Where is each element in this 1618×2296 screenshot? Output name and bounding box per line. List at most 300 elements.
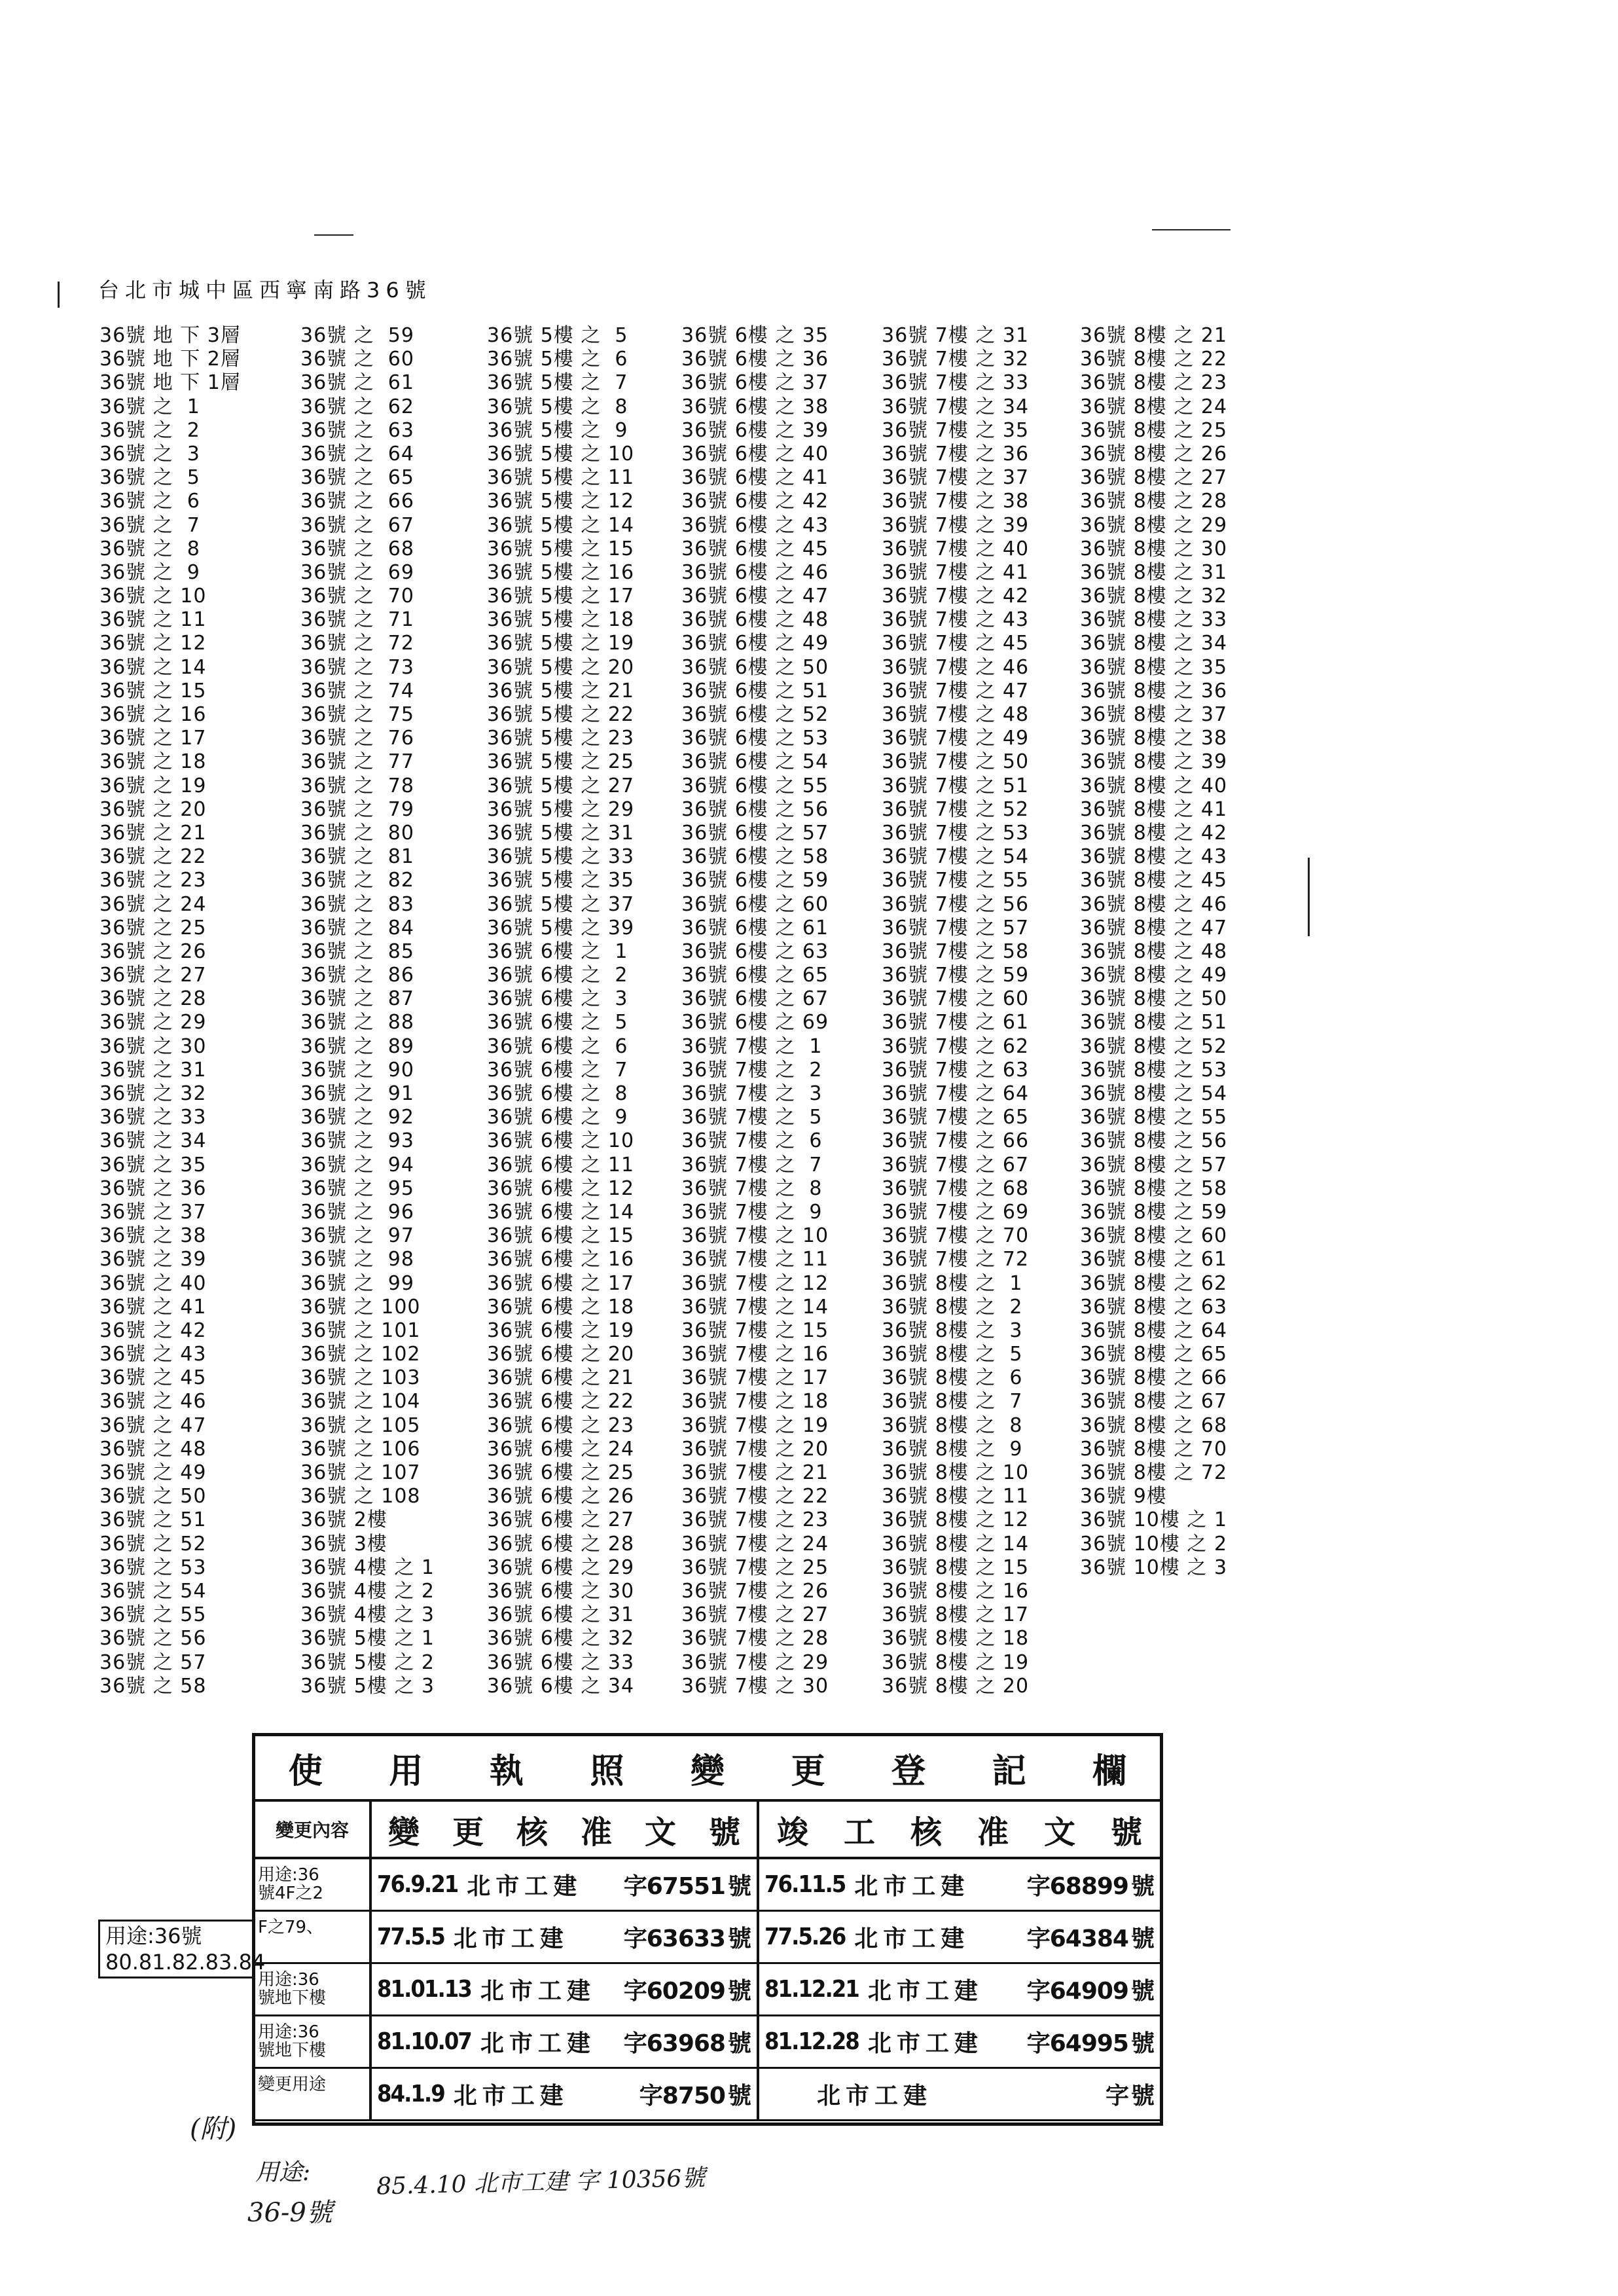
- header-char: 號: [708, 1813, 740, 1851]
- address-entry: 36號 之 3: [99, 442, 200, 465]
- address-entry: 36號 7樓 之 32: [882, 348, 1030, 371]
- address-entry: 36號 8樓 之 18: [882, 1627, 1030, 1650]
- address-entry: 36號 7樓 之 14: [681, 1295, 829, 1319]
- address-entry: 36號 7樓 之 63: [882, 1058, 1030, 1082]
- address-entry: 36號 之 15: [99, 679, 207, 702]
- address-entry: 36號 之 10: [99, 585, 207, 608]
- change-dept: 北市工建: [467, 1873, 583, 1900]
- address-entry: 36號 6樓 之 57: [681, 821, 829, 845]
- address-entry: 36號 7樓 之 30: [681, 1674, 829, 1698]
- address-entry: 36號 5樓 之 19: [487, 632, 635, 655]
- address-entry: 36號 7樓 之 8: [681, 1176, 823, 1200]
- address-entry: 36號 6樓 之 54: [681, 750, 829, 774]
- address-entry: 36號 8樓 之 55: [1080, 1106, 1228, 1129]
- address-entry: 36號 7樓 之 23: [681, 1508, 829, 1532]
- address-entry: 36號 6樓 之 42: [681, 490, 829, 513]
- address-entry: 36號 之 46: [99, 1390, 207, 1413]
- row-completion-approval: [759, 1912, 1160, 1962]
- address-entry: 36號 之 35: [99, 1153, 207, 1176]
- address-entry: 36號 5樓 之 8: [487, 395, 628, 418]
- address-entry: 36號 之 60: [300, 348, 414, 371]
- address-entry: 36號 之 2: [99, 418, 200, 442]
- address-entry: 36號 8樓 之 17: [882, 1603, 1030, 1627]
- address-entry: 36號 8樓 之 70: [1080, 1437, 1228, 1461]
- page-title: 台北市城中區西寧南路36號: [98, 278, 432, 302]
- address-entry: 36號 5樓 之 20: [487, 655, 635, 679]
- address-entry: 36號 5樓 之 17: [487, 585, 635, 608]
- address-entry: 36號 6樓 之 3: [487, 987, 628, 1011]
- address-entry: 36號 5樓 之 35: [487, 869, 635, 892]
- address-entry: 36號 6樓 之 5: [487, 1011, 628, 1034]
- address-entry: 36號 6樓 之 20: [487, 1343, 635, 1366]
- table-title-char: 執: [489, 1751, 524, 1791]
- address-entry: 36號 10樓 之 1: [1080, 1508, 1228, 1532]
- address-entry: 36號 6樓 之 69: [681, 1011, 829, 1034]
- address-entry: 36號 8樓 之 8: [882, 1413, 1023, 1437]
- address-entry: 36號 8樓 之 53: [1080, 1058, 1228, 1082]
- row-change-content: 變更用途: [255, 2069, 372, 2119]
- address-entry: 36號 7樓 之 72: [882, 1248, 1030, 1271]
- address-entry: 36號 之 82: [300, 869, 414, 892]
- scan-artifact-right-line: [1308, 858, 1310, 936]
- header-char: 工: [843, 1813, 875, 1851]
- address-entry: 36號 7樓 之 22: [681, 1485, 829, 1508]
- address-entry: 36號 6樓 之 52: [681, 703, 829, 726]
- address-entry: 36號 之 93: [300, 1129, 414, 1153]
- address-entry: 36號 6樓 之 46: [681, 560, 829, 584]
- address-entry: 36號 5樓 之 31: [487, 821, 635, 845]
- address-entry: 36號 8樓 之 68: [1080, 1413, 1228, 1437]
- address-entry: 36號 4樓 之 1: [300, 1556, 435, 1579]
- address-entry: 36號 6樓 之 23: [487, 1413, 635, 1437]
- address-entry: 36號 8樓 之 37: [1080, 703, 1228, 726]
- address-entry: 36號 之 101: [300, 1319, 421, 1342]
- header-char: 變: [387, 1813, 420, 1851]
- address-entry: 36號 之 79: [300, 797, 414, 821]
- address-entry: 36號 5樓 之 33: [487, 845, 635, 869]
- address-entry: 36號 7樓 之 9: [681, 1200, 823, 1224]
- address-entry: 36號 之 85: [300, 939, 414, 963]
- address-entry: 36號 之 103: [300, 1366, 421, 1390]
- address-entry: 36號 5樓 之 25: [487, 750, 635, 774]
- address-entry: 36號 8樓 之 29: [1080, 513, 1228, 537]
- address-entry: 36號 之 8: [99, 537, 200, 560]
- address-entry: 36號 7樓 之 20: [681, 1437, 829, 1461]
- address-entry: 36號 之 61: [300, 371, 414, 395]
- address-entry: 36號 6樓 之 7: [487, 1058, 628, 1082]
- address-entry: 36號 5樓 之 22: [487, 703, 635, 726]
- table-title-char: 登: [891, 1751, 926, 1791]
- address-column-6: [1080, 324, 1227, 1580]
- completion-number: 字64995: [1026, 2030, 1128, 2057]
- address-entry: 36號 8樓 之 10: [882, 1461, 1030, 1484]
- table-title-char: 變: [690, 1751, 725, 1791]
- address-entry: 36號 7樓 之 57: [882, 916, 1030, 939]
- address-entry: 36號 7樓 之 15: [681, 1319, 829, 1342]
- address-entry: 36號 6樓 之 2: [487, 964, 628, 987]
- row-change-content: 用途:36 號地下樓: [255, 1964, 372, 2014]
- address-entry: 36號 5樓 之 27: [487, 774, 635, 797]
- address-entry: 36號 8樓 之 67: [1080, 1390, 1228, 1413]
- address-entry: 36號 8樓 之 35: [1080, 655, 1228, 679]
- row-change-approval: [372, 1912, 759, 1962]
- address-entry: 36號 之 51: [99, 1508, 207, 1532]
- table-title-char: 欄: [1092, 1751, 1127, 1791]
- completion-dept: 北市工建: [854, 1873, 970, 1900]
- address-entry: 36號 5樓 之 6: [487, 348, 628, 371]
- address-entry: 36號 5樓 之 5: [487, 324, 628, 347]
- address-entry: 36號 8樓 之 56: [1080, 1129, 1228, 1153]
- address-entry: 36號 8樓 之 41: [1080, 797, 1228, 821]
- address-entry: 36號 之 107: [300, 1461, 421, 1484]
- address-entry: 36號 8樓 之 65: [1080, 1343, 1228, 1366]
- address-entry: 36號 地 下 3層: [99, 324, 241, 347]
- address-entry: 36號 5樓 之 21: [487, 679, 635, 702]
- address-entry: 36號 5樓 之 11: [487, 466, 635, 490]
- row-completion-approval: [759, 1964, 1160, 2014]
- address-entry: 36號 6樓 之 51: [681, 679, 829, 702]
- address-entry: 36號 8樓 之 42: [1080, 821, 1228, 845]
- address-entry: 36號 7樓 之 70: [882, 1224, 1030, 1248]
- address-entry: 36號 9樓: [1080, 1485, 1167, 1508]
- address-column-3: [487, 324, 634, 1698]
- address-entry: 36號 7樓 之 24: [681, 1532, 829, 1556]
- address-entry: 36號 之 11: [99, 608, 207, 632]
- address-entry: 36號 之 75: [300, 703, 414, 726]
- address-entry: 36號 8樓 之 11: [882, 1485, 1030, 1508]
- side-note: 用途:36號 80.81.82.83.84: [98, 1920, 254, 1978]
- address-entry: 36號 6樓 之 18: [487, 1295, 635, 1319]
- address-entry: 36號 7樓 之 33: [882, 371, 1030, 395]
- address-entry: 36號 6樓 之 6: [487, 1034, 628, 1058]
- change-dept: 北市工建: [480, 1978, 596, 2005]
- table-title-char: 照: [590, 1751, 624, 1791]
- address-entry: 36號 8樓 之 48: [1080, 939, 1228, 963]
- completion-suffix: 號: [1130, 1873, 1155, 1900]
- header-char: 號: [1110, 1813, 1142, 1851]
- table-title-char: 更: [791, 1751, 825, 1791]
- address-entry: 36號 之 5: [99, 466, 200, 490]
- address-entry: 36號 7樓 之 59: [882, 964, 1030, 987]
- address-entry: 36號 6樓 之 16: [487, 1248, 635, 1271]
- address-entry: 36號 8樓 之 46: [1080, 892, 1228, 916]
- address-entry: 36號 8樓 之 12: [882, 1508, 1030, 1532]
- address-entry: 36號 6樓 之 47: [681, 585, 829, 608]
- address-entry: 36號 8樓 之 9: [882, 1437, 1023, 1461]
- address-entry: 36號 3樓: [300, 1532, 387, 1556]
- address-entry: 36號 5樓 之 37: [487, 892, 635, 916]
- address-entry: 36號 6樓 之 40: [681, 442, 829, 465]
- address-entry: 36號 10樓 之 2: [1080, 1532, 1228, 1556]
- completion-date: 77.5.26: [764, 1923, 846, 1950]
- row-change-approval: [372, 2069, 759, 2119]
- address-entry: 36號 6樓 之 31: [487, 1603, 635, 1627]
- scan-artifact-left-line: [58, 282, 60, 308]
- address-entry: 36號 7樓 之 62: [882, 1034, 1030, 1058]
- completion-dept: 北市工建: [867, 1978, 983, 2005]
- completion-dept: 北市工建: [867, 2030, 983, 2057]
- change-number: 字63633: [623, 1925, 725, 1952]
- address-entry: 36號 6樓 之 17: [487, 1271, 635, 1295]
- header-char: 竣: [776, 1813, 808, 1851]
- address-entry: 36號 之 43: [99, 1343, 207, 1366]
- address-entry: 36號 之 72: [300, 632, 414, 655]
- header-char: 核: [516, 1813, 548, 1851]
- address-entry: 36號 之 53: [99, 1556, 207, 1579]
- address-entry: 36號 7樓 之 47: [882, 679, 1030, 702]
- address-entry: 36號 之 96: [300, 1200, 414, 1224]
- address-entry: 36號 6樓 之 65: [681, 964, 829, 987]
- handwritten-use-label: 用途:: [255, 2159, 311, 2186]
- address-entry: 36號 7樓 之 40: [882, 537, 1030, 560]
- address-entry: 36號 7樓 之 5: [681, 1106, 823, 1129]
- address-entry: 36號 7樓 之 34: [882, 395, 1030, 418]
- address-entry: 36號 之 91: [300, 1082, 414, 1105]
- address-entry: 36號 7樓 之 68: [882, 1176, 1030, 1200]
- address-entry: 36號 之 66: [300, 490, 414, 513]
- address-entry: 36號 6樓 之 50: [681, 655, 829, 679]
- address-entry: 36號 7樓 之 64: [882, 1082, 1030, 1105]
- address-entry: 36號 之 73: [300, 655, 414, 679]
- address-entry: 36號 2樓: [300, 1508, 387, 1532]
- address-entry: 36號 6樓 之 34: [487, 1674, 635, 1698]
- table-row: [255, 2069, 1160, 2121]
- address-entry: 36號 4樓 之 3: [300, 1603, 435, 1627]
- address-entry: 36號 6樓 之 43: [681, 513, 829, 537]
- address-entry: 36號 7樓 之 1: [681, 1034, 823, 1058]
- address-entry: 36號 地 下 2層: [99, 348, 241, 371]
- address-entry: 36號 7樓 之 66: [882, 1129, 1030, 1153]
- address-entry: 36號 之 9: [99, 560, 200, 584]
- address-entry: 36號 6樓 之 53: [681, 727, 829, 750]
- address-entry: 36號 之 34: [99, 1129, 207, 1153]
- header-char: 更: [452, 1813, 484, 1851]
- change-suffix: 號: [727, 1873, 751, 1900]
- address-entry: 36號 8樓 之 19: [882, 1650, 1030, 1674]
- address-entry: 36號 7樓 之 54: [882, 845, 1030, 869]
- address-entry: 36號 之 37: [99, 1200, 207, 1224]
- table-row: [255, 1964, 1160, 2016]
- address-entry: 36號 5樓 之 39: [487, 916, 635, 939]
- address-entry: 36號 7樓 之 29: [681, 1650, 829, 1674]
- address-entry: 36號 8樓 之 14: [882, 1532, 1030, 1556]
- address-entry: 36號 6樓 之 9: [487, 1106, 628, 1129]
- address-entry: 36號 6樓 之 36: [681, 348, 829, 371]
- address-entry: 36號 7樓 之 28: [681, 1627, 829, 1650]
- address-entry: 36號 6樓 之 27: [487, 1508, 635, 1532]
- row-completion-approval: [759, 2016, 1160, 2067]
- address-entry: 36號 8樓 之 63: [1080, 1295, 1228, 1319]
- address-entry: 36號 之 48: [99, 1437, 207, 1461]
- address-entry: 36號 8樓 之 72: [1080, 1461, 1228, 1484]
- handwritten-mark: (附): [190, 2114, 237, 2144]
- address-entry: 36號 7樓 之 10: [681, 1224, 829, 1248]
- address-entry: 36號 8樓 之 59: [1080, 1200, 1228, 1224]
- address-entry: 36號 6樓 之 38: [681, 395, 829, 418]
- address-entry: 36號 8樓 之 45: [1080, 869, 1228, 892]
- address-entry: 36號 6樓 之 37: [681, 371, 829, 395]
- handwritten-unit: 36-9號: [247, 2198, 333, 2228]
- address-entry: 36號 6樓 之 39: [681, 418, 829, 442]
- address-entry: 36號 7樓 之 38: [882, 490, 1030, 513]
- completion-dept: 北市工建: [854, 1925, 970, 1952]
- address-entry: 36號 8樓 之 3: [882, 1319, 1023, 1342]
- table-header: [255, 1802, 1160, 1859]
- address-entry: 36號 7樓 之 53: [882, 821, 1030, 845]
- address-entry: 36號 8樓 之 7: [882, 1390, 1023, 1413]
- address-entry: 36號 之 98: [300, 1248, 414, 1271]
- address-entry: 36號 7樓 之 52: [882, 797, 1030, 821]
- address-entry: 36號 7樓 之 42: [882, 585, 1030, 608]
- address-entry: 36號 之 17: [99, 727, 207, 750]
- completion-date: 76.11.5: [764, 1871, 846, 1898]
- address-entry: 36號 6樓 之 49: [681, 632, 829, 655]
- address-entry: 36號 之 7: [99, 513, 200, 537]
- header-change-content: 變更內容: [255, 1802, 372, 1857]
- header-char: 准: [580, 1813, 612, 1851]
- address-entry: 36號 7樓 之 56: [882, 892, 1030, 916]
- address-entry: 36號 7樓 之 11: [681, 1248, 829, 1271]
- address-entry: 36號 6樓 之 1: [487, 939, 628, 963]
- address-entry: 36號 6樓 之 35: [681, 324, 829, 347]
- completion-date: 81.12.28: [764, 2028, 859, 2055]
- address-entry: 36號 之 62: [300, 395, 414, 418]
- address-entry: 36號 8樓 之 38: [1080, 727, 1228, 750]
- address-entry: 36號 6樓 之 56: [681, 797, 829, 821]
- address-entry: 36號 8樓 之 15: [882, 1556, 1030, 1579]
- address-entry: 36號 8樓 之 1: [882, 1271, 1023, 1295]
- address-entry: 36號 7樓 之 61: [882, 1011, 1030, 1034]
- completion-suffix: 號: [1130, 1978, 1155, 2005]
- completion-number: 字68899: [1026, 1873, 1128, 1900]
- address-entry: 36號 7樓 之 69: [882, 1200, 1030, 1224]
- address-entry: 36號 6樓 之 22: [487, 1390, 635, 1413]
- address-entry: 36號 之 88: [300, 1011, 414, 1034]
- header-char: 文: [1043, 1813, 1075, 1851]
- address-entry: 36號 7樓 之 41: [882, 560, 1030, 584]
- address-entry: 36號 8樓 之 24: [1080, 395, 1228, 418]
- address-entry: 36號 7樓 之 3: [681, 1082, 823, 1105]
- address-entry: 36號 7樓 之 21: [681, 1461, 829, 1484]
- change-date: 84.1.9: [377, 2081, 444, 2107]
- change-suffix: 號: [727, 1925, 751, 1952]
- address-entry: 36號 8樓 之 26: [1080, 442, 1228, 465]
- scan-artifact-top-right-dash: [1152, 229, 1231, 230]
- address-entry: 36號 7樓 之 19: [681, 1413, 829, 1437]
- completion-number: 字: [1105, 2083, 1128, 2109]
- address-entry: 36號 8樓 之 5: [882, 1343, 1023, 1366]
- address-entry: 36號 7樓 之 35: [882, 418, 1030, 442]
- address-entry: 36號 6樓 之 14: [487, 1200, 635, 1224]
- table-title-char: 用: [389, 1751, 423, 1791]
- address-entry: 36號 8樓 之 52: [1080, 1034, 1228, 1058]
- address-entry: 36號 之 50: [99, 1485, 207, 1508]
- change-suffix: 號: [727, 2083, 751, 2109]
- table-row: [255, 1912, 1160, 1964]
- completion-number: 字64909: [1026, 1978, 1128, 2005]
- address-entry: 36號 7樓 之 60: [882, 987, 1030, 1011]
- scan-artifact-top-dash: [314, 234, 353, 236]
- change-date: 76.9.21: [377, 1871, 458, 1898]
- address-entry: 36號 7樓 之 26: [681, 1579, 829, 1603]
- address-entry: 36號 6樓 之 10: [487, 1129, 635, 1153]
- address-entry: 36號 7樓 之 48: [882, 703, 1030, 726]
- address-entry: 36號 之 58: [99, 1674, 207, 1698]
- address-entry: 36號 7樓 之 65: [882, 1106, 1030, 1129]
- address-entry: 36號 8樓 之 27: [1080, 466, 1228, 490]
- address-entry: 36號 之 90: [300, 1058, 414, 1082]
- address-entry: 36號 8樓 之 47: [1080, 916, 1228, 939]
- row-change-content: 用途:36 號4F之2: [255, 1859, 372, 1910]
- address-entry: 36號 5樓 之 23: [487, 727, 635, 750]
- address-entry: 36號 8樓 之 50: [1080, 987, 1228, 1011]
- address-entry: 36號 5樓 之 3: [300, 1674, 435, 1698]
- address-entry: 36號 6樓 之 59: [681, 869, 829, 892]
- usage-license-change-table: [252, 1733, 1163, 2126]
- address-entry: 36號 之 31: [99, 1058, 207, 1082]
- address-entry: 36號 5樓 之 2: [300, 1650, 435, 1674]
- address-entry: 36號 之 86: [300, 964, 414, 987]
- address-entry: 36號 6樓 之 32: [487, 1627, 635, 1650]
- address-entry: 36號 5樓 之 16: [487, 560, 635, 584]
- address-entry: 36號 之 22: [99, 845, 207, 869]
- address-entry: 36號 7樓 之 50: [882, 750, 1030, 774]
- address-entry: 36號 7樓 之 25: [681, 1556, 829, 1579]
- address-entry: 36號 之 81: [300, 845, 414, 869]
- address-entry: 36號 6樓 之 30: [487, 1579, 635, 1603]
- address-entry: 36號 之 63: [300, 418, 414, 442]
- address-entry: 36號 之 54: [99, 1579, 207, 1603]
- address-entry: 36號 之 29: [99, 1011, 207, 1034]
- address-entry: 36號 7樓 之 12: [681, 1271, 829, 1295]
- address-entry: 36號 之 97: [300, 1224, 414, 1248]
- address-entry: 36號 之 78: [300, 774, 414, 797]
- address-entry: 36號 之 100: [300, 1295, 421, 1319]
- address-entry: 36號 之 105: [300, 1413, 421, 1437]
- change-date: 77.5.5: [377, 1923, 444, 1950]
- row-change-content: F之79、: [255, 1912, 372, 1962]
- address-entry: 36號 5樓 之 7: [487, 371, 628, 395]
- address-entry: 36號 8樓 之 40: [1080, 774, 1228, 797]
- address-entry: 36號 7樓 之 39: [882, 513, 1030, 537]
- address-entry: 36號 7樓 之 43: [882, 608, 1030, 632]
- address-entry: 36號 8樓 之 36: [1080, 679, 1228, 702]
- address-entry: 36號 8樓 之 61: [1080, 1248, 1228, 1271]
- address-entry: 36號 之 99: [300, 1271, 414, 1295]
- address-entry: 36號 6樓 之 29: [487, 1556, 635, 1579]
- address-entry: 36號 5樓 之 29: [487, 797, 635, 821]
- change-number: 字67551: [623, 1873, 725, 1900]
- address-entry: 36號 8樓 之 31: [1080, 560, 1228, 584]
- address-entry: 36號 之 27: [99, 964, 207, 987]
- table-row: [255, 2016, 1160, 2069]
- header-char: 核: [910, 1813, 942, 1851]
- table-title-char: 使: [288, 1751, 323, 1791]
- address-entry: 36號 8樓 之 28: [1080, 490, 1228, 513]
- address-entry: 36號 6樓 之 8: [487, 1082, 628, 1105]
- address-entry: 36號 之 67: [300, 513, 414, 537]
- address-column-4: [681, 324, 829, 1698]
- row-change-approval: [372, 1964, 759, 2014]
- address-entry: 36號 之 84: [300, 916, 414, 939]
- address-entry: 36號 之 1: [99, 395, 200, 418]
- address-entry: 36號 之 38: [99, 1224, 207, 1248]
- address-entry: 36號 8樓 之 23: [1080, 371, 1228, 395]
- address-column-5: [882, 324, 1029, 1698]
- address-entry: 36號 地 下 1層: [99, 371, 241, 395]
- address-entry: 36號 之 45: [99, 1366, 207, 1390]
- address-entry: 36號 8樓 之 20: [882, 1674, 1030, 1698]
